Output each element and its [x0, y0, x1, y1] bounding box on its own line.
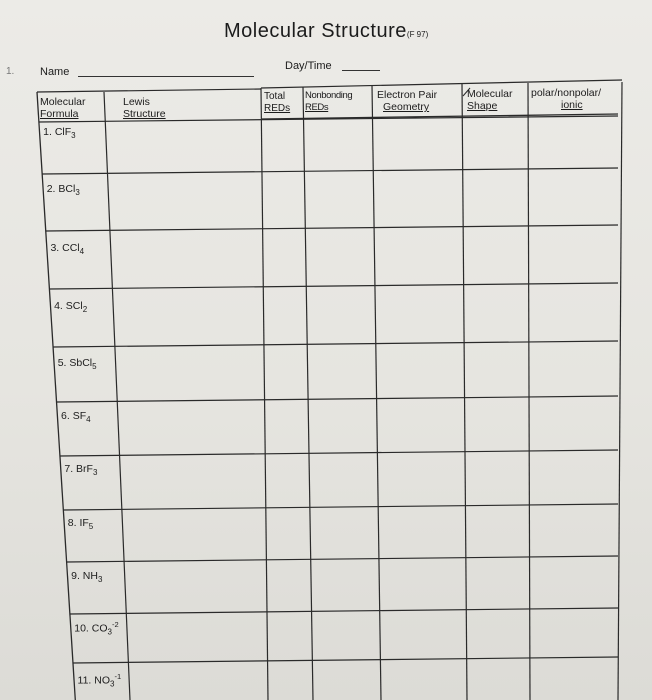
formula-subscript: 3 [110, 679, 115, 689]
row-separator-4 [49, 283, 618, 289]
molecule-formula: NH [82, 570, 98, 582]
molecule-number: 1. [43, 126, 55, 138]
header-total-reds [264, 91, 290, 115]
molecule-label [58, 357, 97, 371]
molecule-number: 6. [61, 410, 73, 422]
header-lewis-structure [123, 96, 166, 120]
day-time-label: Day/Time [285, 60, 332, 72]
molecule-formula: BrF [76, 463, 93, 475]
header-epg-line1: Electron Pair [377, 89, 438, 101]
header-lewis-line1: Lewis [123, 96, 150, 108]
col-polar-left [528, 83, 530, 700]
formula-charge: -2 [111, 620, 119, 629]
row-separator-10 [70, 608, 618, 614]
header-total-line2: REDs [264, 103, 291, 114]
formula-subscript: 3 [75, 188, 80, 198]
molecule-number: 9. [71, 570, 83, 582]
molecule-number: 2. [46, 183, 59, 195]
formula-subscript: 3 [97, 575, 103, 585]
molecule-label [68, 517, 93, 531]
header-polarity [531, 87, 601, 111]
molecule-number: 11. [77, 674, 95, 687]
molecule-formula: NO [94, 674, 111, 687]
molecule-formula: ClF [54, 126, 72, 138]
molecule-number: 3. [50, 242, 63, 254]
formula-subscript: 2 [82, 305, 88, 315]
molecule-number: 10. [74, 622, 92, 635]
molecule-number: 4. [54, 300, 66, 312]
molecule-formula: CO [91, 622, 108, 635]
formula-charge: -1 [114, 672, 122, 681]
header-total-line1: Total [264, 91, 286, 102]
row-separator-6 [57, 396, 618, 402]
row-separator-11 [73, 657, 618, 663]
header-shape-line1: Molecular [467, 88, 513, 100]
molecule-formula: SbCl [69, 357, 93, 369]
header-nonbonding-line2: REDs [305, 102, 329, 113]
molecule-label [64, 463, 97, 477]
header-molecular-formula-line2: Formula [40, 108, 79, 120]
col-epg-left [372, 85, 381, 700]
molecule-formula: CCl [62, 242, 80, 254]
formula-subscript: 5 [92, 362, 97, 372]
name-label: Name [40, 66, 70, 78]
header-electron-pair-geometry [377, 89, 437, 113]
col-nonbond-left [303, 87, 313, 700]
header-polarity-line1: polar/nonpolar/ [531, 87, 602, 99]
row-separator-9 [67, 556, 618, 562]
margin-mark: 1. [6, 66, 15, 77]
col-right-edge [618, 82, 622, 700]
formula-subscript: 4 [86, 415, 91, 425]
header-epg-line2: Geometry [383, 101, 430, 113]
molecule-label [50, 242, 84, 256]
row-separator-2 [42, 168, 618, 174]
molecule-formula: IF [79, 517, 89, 529]
molecule-number: 5. [57, 357, 70, 369]
molecule-number: 7. [64, 463, 77, 475]
formula-subscript: 5 [88, 522, 94, 532]
col-total-left [261, 88, 268, 700]
row-separator-5 [53, 341, 618, 347]
molecule-label [71, 570, 102, 584]
molecule-label [43, 126, 75, 140]
molecule-label [47, 183, 80, 197]
header-lewis-line2: Structure [123, 108, 166, 120]
title-text: Molecular Structure [224, 20, 407, 42]
molecule-label [74, 620, 118, 637]
header-molecular-shape [467, 88, 513, 112]
header-nonbonding-reds [305, 90, 352, 114]
row-separator-8 [63, 504, 618, 510]
row-separator-7 [60, 450, 618, 456]
formula-subscript: 4 [79, 247, 85, 257]
col-lewis-left [104, 92, 130, 700]
header-molecular-formula-line1: Molecular [40, 96, 86, 108]
molecule-formula: SCl [65, 300, 83, 312]
molecule-label [54, 300, 87, 314]
header-shape-line2: Shape [467, 100, 498, 112]
formula-subscript: 3 [71, 131, 76, 141]
row-separator-3 [46, 225, 618, 231]
table-top-left [37, 89, 261, 92]
col-shape-left [462, 84, 467, 700]
molecule-formula: BCl [58, 183, 76, 195]
molecule-label [61, 410, 91, 424]
molecule-formula: SF [72, 410, 87, 422]
title-code: (F 97) [406, 30, 429, 39]
formula-subscript: 3 [92, 468, 98, 478]
header-polarity-line2: ionic [561, 99, 583, 111]
formula-subscript: 3 [107, 627, 112, 637]
molecule-label [78, 672, 122, 689]
molecule-number: 8. [67, 517, 80, 529]
header-molecular-formula [40, 96, 86, 120]
header-nonbonding-line1: Nonbonding [305, 90, 353, 101]
